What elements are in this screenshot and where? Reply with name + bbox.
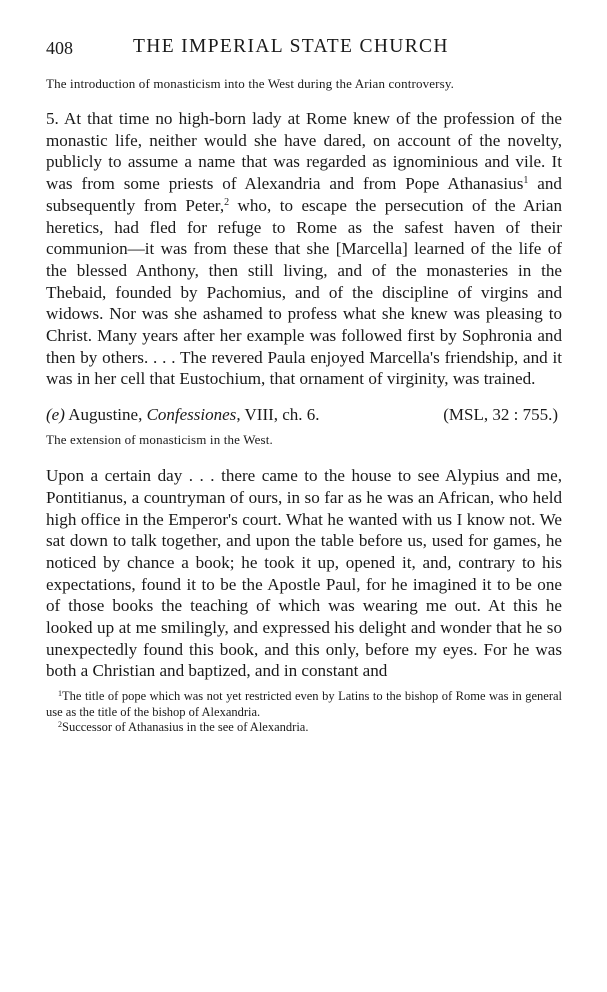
footnote-mark: 2: [58, 720, 62, 730]
book-page: [46, 36, 562, 736]
footnote: [46, 689, 562, 720]
citation-locus: , VIII, ch. 6.: [236, 405, 320, 425]
citation-author: Augustine,: [68, 405, 143, 425]
footnote-reference: 2: [224, 196, 230, 208]
footnote-text: The title of pope which was not yet restricted even by Latins to the bishop of Rome was in general use as the title of the bishop of Alexandria.: [46, 689, 562, 719]
running-head: [46, 36, 562, 64]
paragraph-text-part: At that time no high-born lady at Rome knew of the profession of the monastic life, neither would she have dared, on account of the novelty, publicly to assume a name that was regarded as ignominious and vile. It was from some priests of Alexandria and from Pope Athanasius: [46, 109, 562, 194]
running-title: THE IMPERIAL STATE CHURCH: [133, 36, 449, 57]
section-caption: The extension of monasticism in the West.: [46, 432, 273, 448]
citation-label: (e): [46, 405, 65, 425]
paragraph-text-part: who, to escape the persecution of the Arian heretics, had fled for refuge to Rome as the safest haven of their communion—it was from these that she [Marcella] learned of the life of the blessed Anthony, then still living, and of the monasteries in the Thebaid, founded by Pachomius, and of the discipline of virgins and widows. Nor was she ashamed to profess what she knew was pleasing to Christ. Many years after her example was followed first by Sophronia and then by others. . . . The revered Paula enjoyed Marcella's friendship, and it was in her cell that Eustochium, that ornament of virginity, was trained.: [46, 195, 562, 389]
footnote: [46, 720, 562, 736]
page-number: 408: [46, 38, 73, 58]
section-number: 5.: [46, 109, 59, 128]
augustine-paragraph: Upon a certain day . . . there came to the house to see Alypius and me, Pontitianus, a countryman of ours, in so far as he was an African, who held high office in the Emperor's court. What he wanted with us I know not. We sat down to talk together, and upon the table before us, used for games, he noticed by chance a book; he took it up, opened it, and, contrary to his expectations, found it to be the Apostle Paul, for he imagined it to be one of those books the teaching of which was wearing me out. At this he looked up at me smilingly, and expressed his delight and wonder that he so unexpectedly found this book, and this only, before my eyes. For he was both a Christian and baptized, and in constant and: [46, 466, 562, 681]
section-5-paragraph: [46, 108, 562, 390]
citation-reference: (MSL, 32 : 755.): [443, 405, 558, 425]
footnote-reference: 1: [523, 175, 529, 187]
paragraph-text-part: and subsequently from Peter,: [46, 174, 562, 215]
source-citation: [46, 404, 562, 426]
footnotes: [46, 689, 562, 736]
section-caption: The introduction of monasticism into the West during the Arian controversy.: [46, 76, 455, 91]
footnote-mark: 1: [58, 689, 62, 699]
footnote-text: Successor of Athanasius in the see of Alexandria.: [62, 720, 309, 735]
citation-title: Confessiones: [146, 405, 237, 425]
citation-work: [46, 404, 320, 426]
